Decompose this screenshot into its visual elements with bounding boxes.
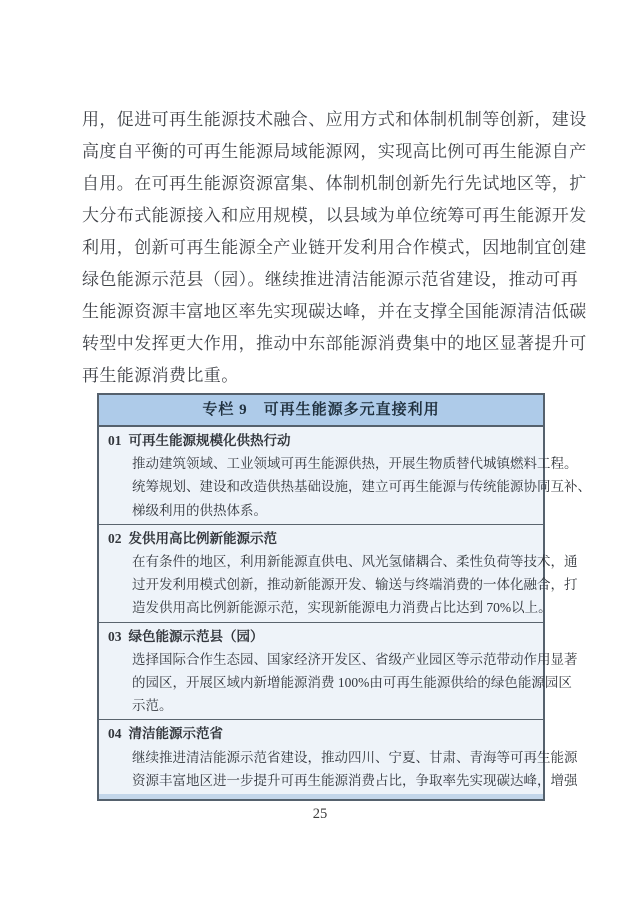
box-item-number: 01 [108,433,122,448]
feature-box-column-9 [97,393,591,801]
paragraph-line: 绿色能源示范县（园）。继续推进清洁能源示范省建设，推动可再 [82,270,579,289]
box-item-line: 的园区，开展区域内新增能源消费 100%由可再生能源供给的绿色能源园区 [132,675,572,691]
box-item-heading: 可再生能源规模化供热行动 [128,433,291,448]
box-item-line: 统筹规划、建设和改造供热基础设施，建立可再生能源与传统能源协同互补、 [132,479,591,495]
paragraph-line: 再生能源消费比重。 [82,366,239,385]
box-item-line: 梯级利用的供热体系。 [132,502,267,518]
box-item-line: 资源丰富地区进一步提升可再生能源消费占比，争取率先实现碳达峰，增强 [132,772,578,788]
paragraph-line: 生能源资源丰富地区率先实现碳达峰，并在支撑全国能源清洁低碳 [82,302,587,321]
box-item-line: 推动建筑领域、工业领域可再生能源供热，开展生物质替代城镇燃料工程。 [132,456,578,472]
box-item-number: 03 [108,628,122,644]
box-item-title [108,722,535,745]
page-number: 25 [312,806,328,822]
paragraph-line: 转型中发挥更大作用，推动中东部能源消费集中的地区显著提升可 [82,334,587,353]
box-title: 专栏 9 可再生能源多元直接利用 [99,395,543,427]
box-item-number: 04 [108,726,122,742]
box-item-04 [99,720,578,794]
box-item-title [108,527,535,550]
box-item-number: 02 [108,530,122,546]
box-item-title [108,625,535,648]
box-item-heading: 绿色能源示范县（园） [128,628,264,644]
box-bottom-strip [99,794,543,799]
box-item-01 [99,427,591,525]
box-item-title [108,429,535,452]
box-item-heading: 发供用高比例新能源示范 [128,530,277,546]
box-item-line: 造发供用高比例新能源示范，实现新能源电力消费占比达到 70%以上。 [132,600,552,616]
body-paragraph [82,104,587,392]
box-item-line: 过开发利用模式创新，推动新能源开发、输送与终端消费的一体化融合，打 [132,577,578,593]
box-item-line: 示范。 [132,698,173,714]
paragraph-line: 用，促进可再生能源技术融合、应用方式和体制机制等创新，建设 [82,110,587,129]
paragraph-line: 自用。在可再生能源资源富集、体制机制创新先行先试地区等，扩 [82,174,587,193]
box-item-line: 继续推进清洁能源示范省建设，推动四川、宁夏、甘肃、青海等可再生能源 [132,749,578,765]
box-item-03 [99,623,578,721]
box-item-line: 在有条件的地区，利用新能源直供电、风光氢储耦合、柔性负荷等技术，通 [132,554,578,570]
box-item-02 [99,525,578,623]
paragraph-line: 大分布式能源接入和应用规模，以县域为单位统筹可再生能源开发 [82,206,587,225]
paragraph-line: 利用，创新可再生能源全产业链开发利用合作模式，因地制宜创建 [82,238,587,257]
box-item-line: 选择国际合作生态园、国家经济开发区、省级产业园区等示范带动作用显著 [132,651,578,667]
paragraph-line: 高度自平衡的可再生能源局域能源网，实现高比例可再生能源自产 [82,142,587,161]
box-item-heading: 清洁能源示范省 [128,726,223,742]
